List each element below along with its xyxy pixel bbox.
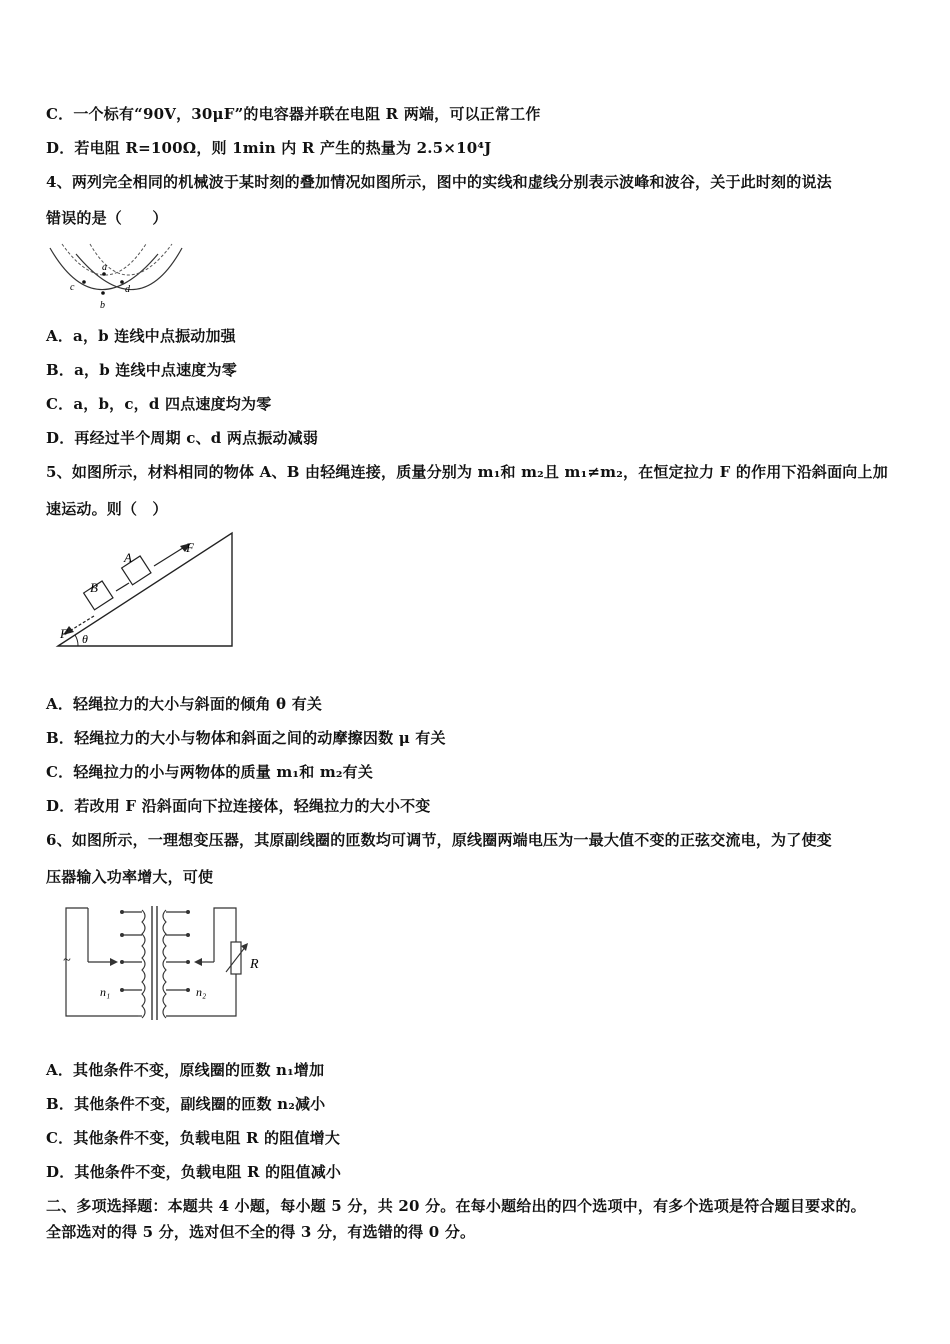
label-n2: n₂ (196, 985, 207, 999)
secondary-tap-arrow (194, 958, 202, 966)
q5-option-d: D．若改用 F 沿斜面向下拉连接体，轻绳拉力的大小不变 (46, 797, 431, 815)
label-n1: n₁ (100, 985, 111, 999)
block-b (84, 581, 113, 610)
ac-source-symbol: ~ (63, 953, 71, 968)
point-c (82, 280, 86, 284)
point-b (101, 291, 105, 295)
q4-option-c: C．a，b，c，d 四点速度均为零 (46, 395, 272, 413)
section2-heading-line2: 全部选对的得 5 分，选对但不全的得 3 分，有选错的得 0 分。 (46, 1223, 476, 1241)
label-d: d (125, 284, 130, 295)
primary-tap-arrow (110, 958, 118, 966)
q6-stem-line1: 6、如图所示，一理想变压器，其原副线圈的匝数均可调节，原线圈两端电压为一最大值不变的正弦交流电，为了使变 (46, 831, 832, 849)
label-block-a: A (124, 550, 132, 565)
q6-stem-line2: 压器输入功率增大，可使 (46, 868, 214, 886)
label-theta: θ (82, 632, 88, 646)
label-a: a (102, 262, 107, 273)
label-r: R (250, 957, 259, 972)
q6-option-a: A．其他条件不变，原线圈的匝数 n₁增加 (46, 1061, 325, 1079)
q4-stem-line2: 错误的是（ ） (46, 209, 168, 227)
q6-option-b: B．其他条件不变，副线圈的匝数 n₂减小 (46, 1095, 326, 1113)
q5-option-a: A．轻绳拉力的大小与斜面的倾角 θ 有关 (46, 695, 323, 713)
q4-option-d: D．再经过半个周期 c、d 两点振动减弱 (46, 429, 319, 447)
q5-stem-line2: 速运动。则（ ） (46, 500, 168, 518)
label-b: b (100, 300, 105, 311)
incline-triangle (58, 533, 232, 646)
force-arrow-up (154, 546, 186, 566)
label-f-top: F (186, 540, 194, 555)
rope (116, 583, 129, 591)
label-c: c (70, 282, 75, 293)
label-f-bottom: F (60, 626, 68, 641)
primary-coil (142, 910, 145, 1018)
q5-stem-line1: 5、如图所示，材料相同的物体 A、B 由轻绳连接，质量分别为 m₁和 m₂且 m₁≠m₂，在恒定拉力 F 的作用下沿斜面向上加 (46, 463, 888, 481)
q4-option-a: A．a，b 连线中点振动加强 (46, 327, 236, 345)
variable-resistor (231, 942, 241, 974)
q5-option-c: C．轻绳拉力的小与两物体的质量 m₁和 m₂有关 (46, 763, 374, 781)
q4-option-b: B．a，b 连线中点速度为零 (46, 361, 237, 379)
secondary-coil (163, 910, 166, 1018)
angle-arc (75, 635, 78, 646)
q6-option-d: D．其他条件不变，负载电阻 R 的阻值减小 (46, 1163, 342, 1181)
q3-option-c: C．一个标有“90V，30μF”的电容器并联在电阻 R 两端，可以正常工作 (46, 105, 541, 123)
q3-option-d: D．若电阻 R=100Ω，则 1min 内 R 产生的热量为 2.5×10⁴J (46, 139, 492, 157)
incline-figure (46, 528, 246, 652)
q6-option-c: C．其他条件不变，负载电阻 R 的阻值增大 (46, 1129, 341, 1147)
section2-heading-line1: 二、多项选择题：本题共 4 小题，每小题 5 分，共 20 分。在每小题给出的四个选项中，有多个选项是符合题目要求的。 (46, 1197, 866, 1215)
point-d (120, 280, 124, 284)
q4-stem-line1: 4、两列完全相同的机械波于某时刻的叠加情况如图所示，图中的实线和虚线分别表示波峰和波谷，关于此时刻的说法 (46, 173, 832, 191)
label-block-b: B (90, 580, 98, 595)
q5-option-b: B．轻绳拉力的大小与物体和斜面之间的动摩擦因数 μ 有关 (46, 729, 446, 747)
wave-interference-figure (46, 240, 186, 312)
transformer-figure (60, 902, 275, 1024)
